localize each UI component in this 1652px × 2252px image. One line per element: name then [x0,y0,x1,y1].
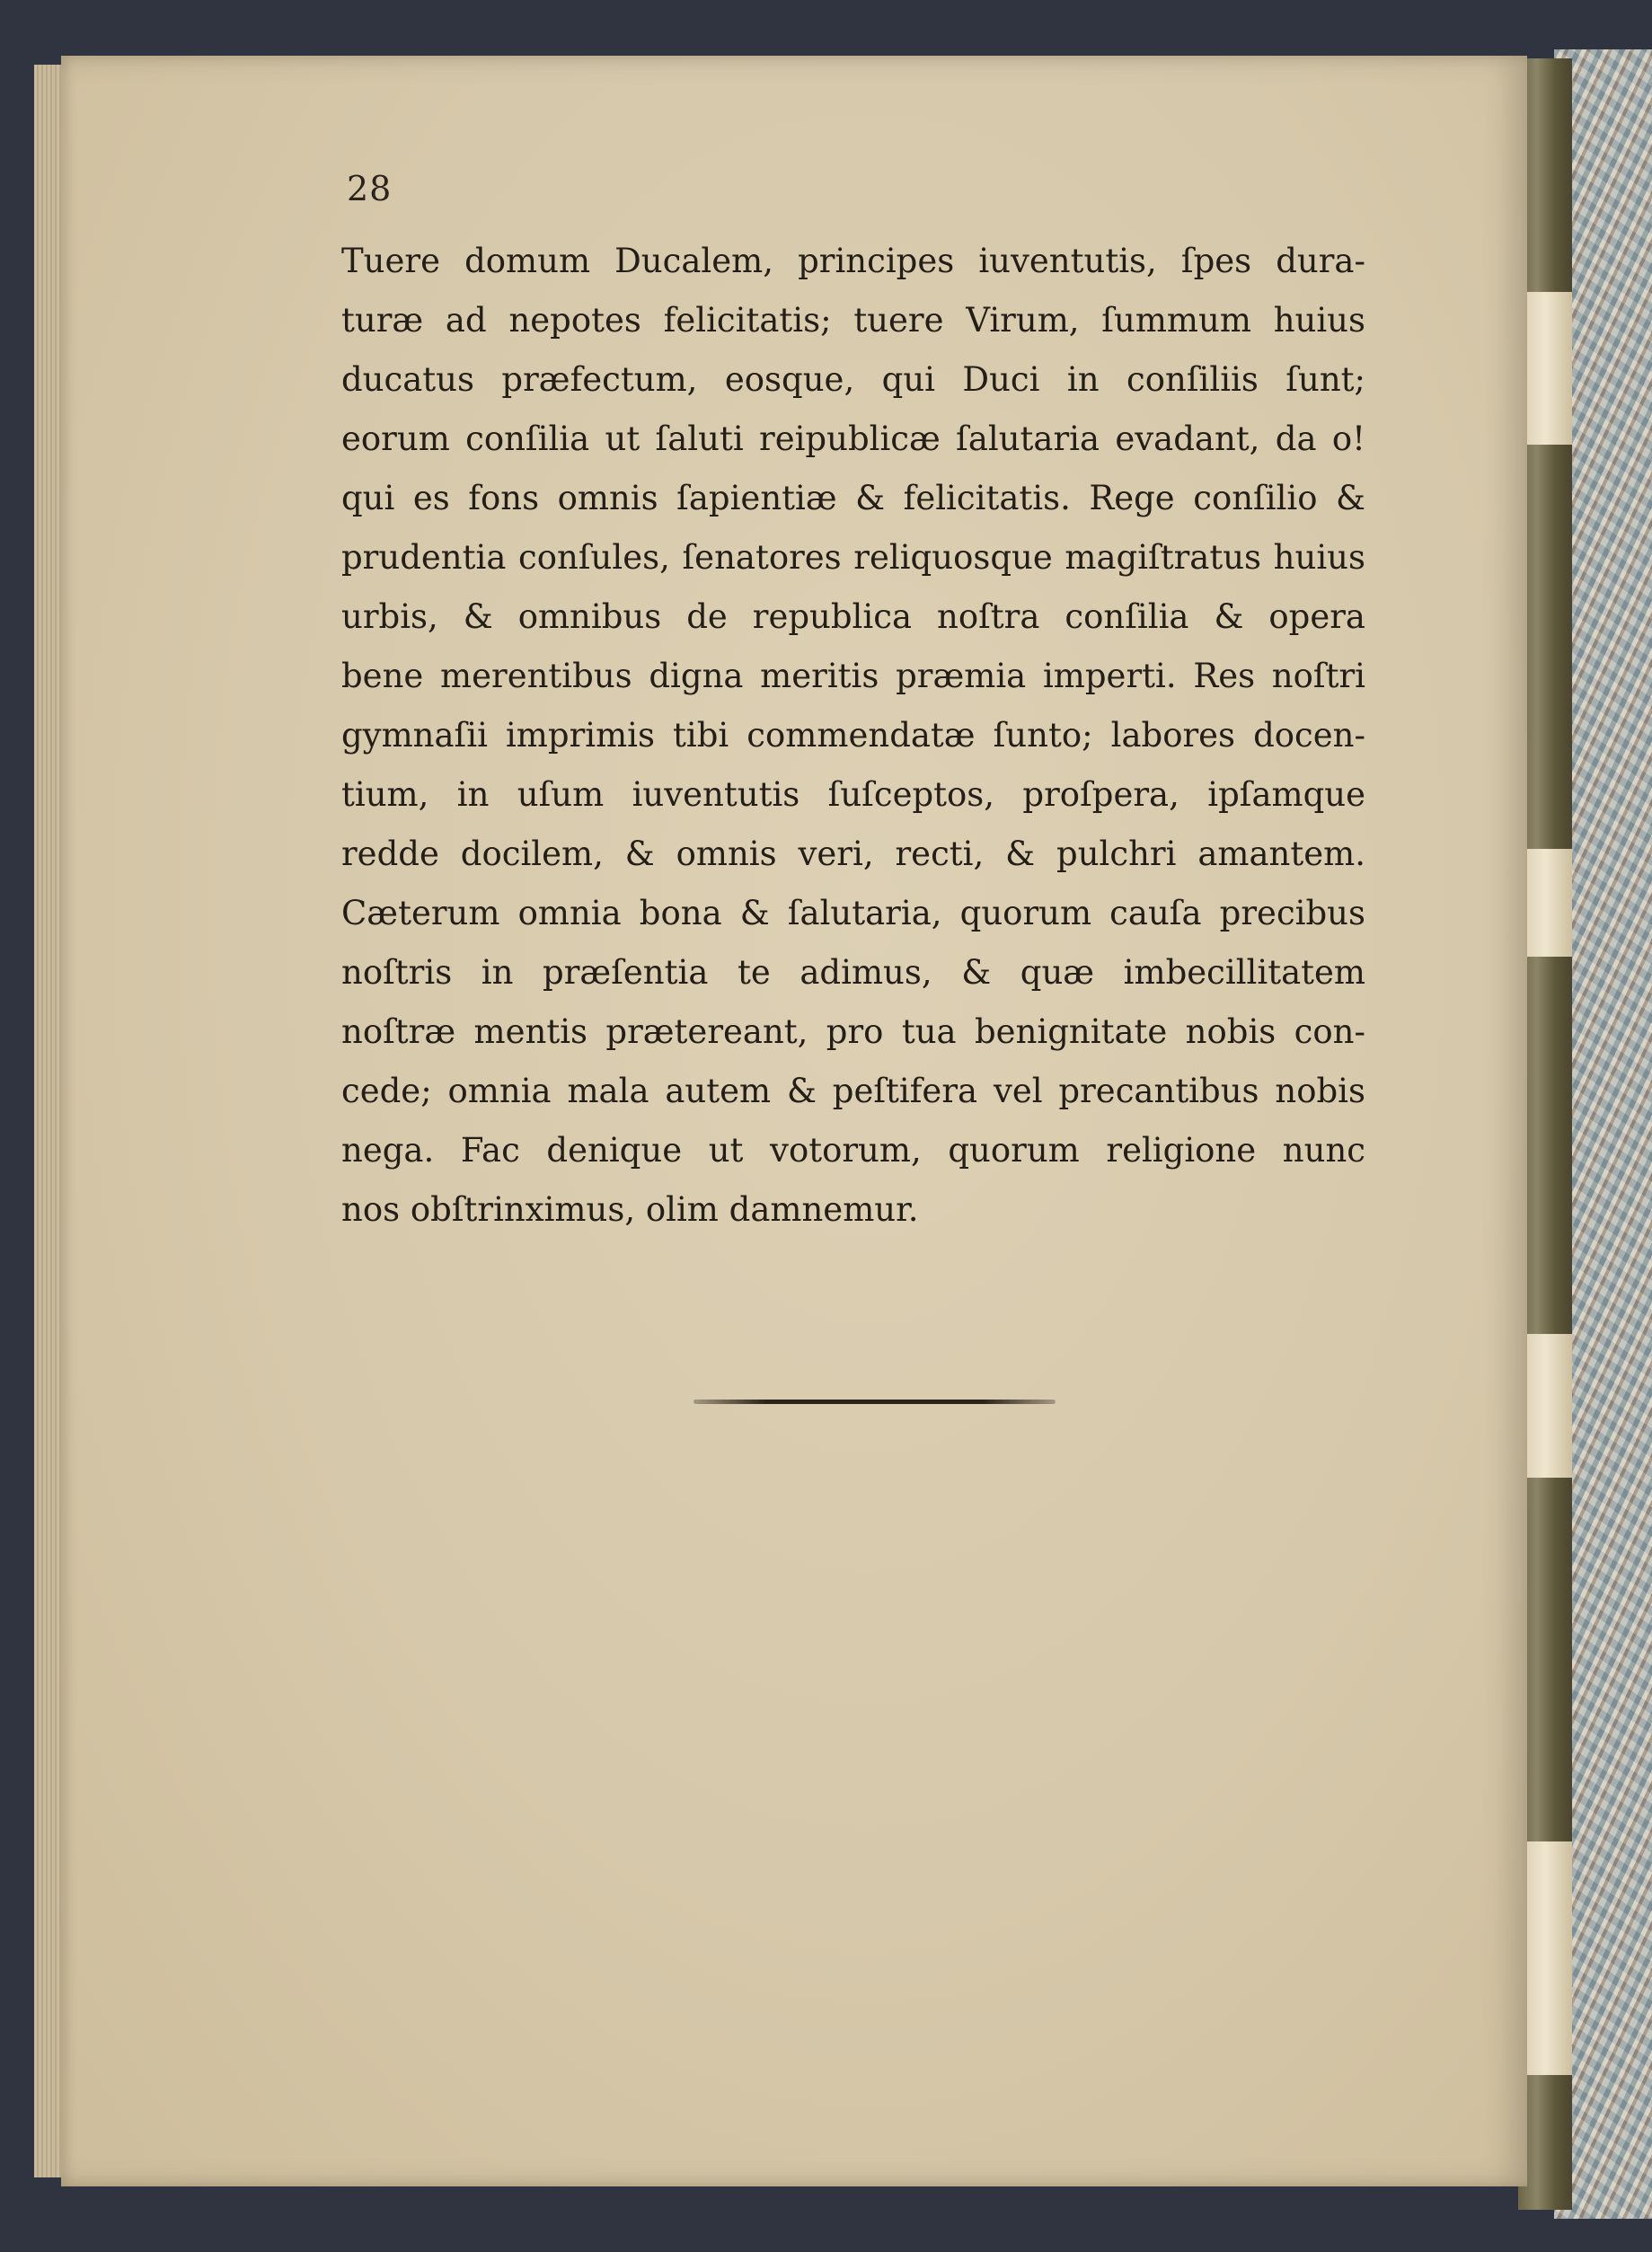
text-line: noſtris in præſentia te adimus, & quæ imbecillitatem [341,953,1365,992]
text-line: Cæterum omnia bona & ſalutaria, quorum cauſa precibus [341,894,1365,932]
text-line: urbis, & omnibus de republica noſtra conſilia & opera [341,597,1365,636]
text-line: nega. Fac denique ut votorum, quorum religione nunc [341,1131,1365,1170]
text-line: redde docilem, & omnis veri, recti, & pulchri amantem. [341,835,1365,873]
text-line: bene merentibus digna meritis præmia imperti. Res noſtri [341,657,1365,695]
text-line: prudentia conſules, ſenatores reliquosque magiſtratus huius [341,538,1365,577]
text-line: gymnaſii imprimis tibi commendatæ ſunto; labores docen- [341,716,1365,755]
text-line: turæ ad nepotes felicitatis; tuere Virum, ſummum huius [341,301,1365,340]
section-divider [693,1400,1056,1404]
body-text [341,232,1365,1240]
text-line: qui es fons omnis ſapientiæ & felicitatis. Rege conſilio & [341,479,1365,517]
text-line: tium, in uſum iuventutis ſuſceptos, proſpera, ipſamque [341,775,1365,814]
text-line: cede; omnia mala autem & peſtifera vel precantibus nobis [341,1072,1365,1110]
page-number: 28 [347,169,393,208]
text-line: nos obſtrinximus, olim damnemur. [341,1190,919,1229]
text-line: eorum conſilia ut ſaluti reipublicæ ſalutaria evadant, da o! [341,419,1365,458]
show-through [465,1259,1418,1319]
text-line: ducatus præfectum, eosque, qui Duci in conſiliis ſunt; [341,360,1365,399]
text-line: noſtræ mentis prætereant, pro tua benignitate nobis con- [341,1012,1365,1051]
text-line: Tuere domum Ducalem, principes iuventutis, ſpes dura- [341,242,1365,280]
